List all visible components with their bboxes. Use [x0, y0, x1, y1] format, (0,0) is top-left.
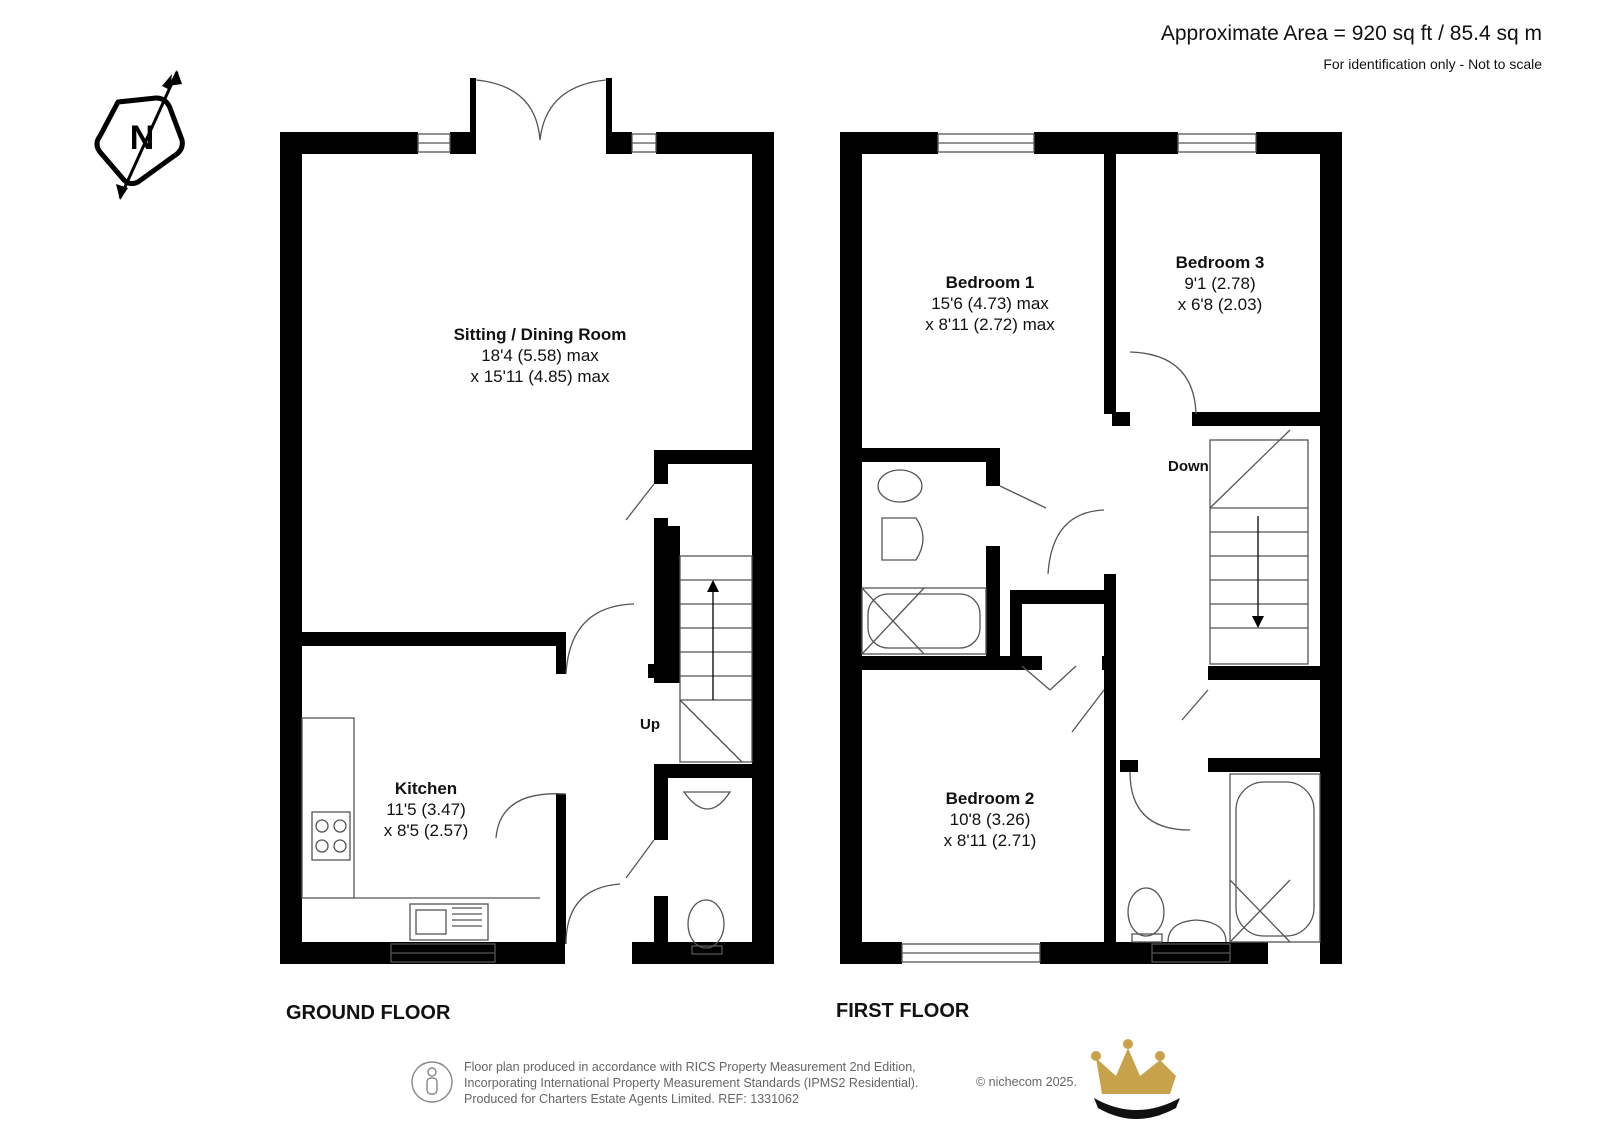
room-dimension: x 8'5 (2.57) [383, 821, 469, 840]
room-name: Bedroom 2 [945, 789, 1035, 808]
footer-line: Produced for Charters Estate Agents Limited. REF: 1331062 [464, 1092, 799, 1106]
first-floor-title: FIRST FLOOR [836, 1000, 970, 1022]
room-sitting-dining [420, 324, 660, 387]
approximate-area: Approximate Area = 920 sq ft / 85.4 sq m [1160, 22, 1542, 45]
room-bedroom-3 [1150, 252, 1290, 315]
stairs-up-label: Up [640, 716, 660, 733]
room-dimension: x 8'11 (2.71) [943, 831, 1037, 850]
room-dimension: x 6'8 (2.03) [1177, 295, 1263, 314]
crown-logo-icon [1091, 1039, 1180, 1119]
copyright-text: © nichecom 2025. [976, 1075, 1077, 1089]
room-dimension: x 8'11 (2.72) max [925, 315, 1055, 334]
room-dimension: 9'1 (2.78) [1184, 274, 1256, 293]
ground-floor-title: GROUND FLOOR [286, 1002, 451, 1024]
footer-line: Floor plan produced in accordance with RICS Property Measurement 2nd Edition, [464, 1060, 916, 1074]
room-bedroom-1 [890, 272, 1090, 335]
room-name: Bedroom 1 [945, 273, 1035, 292]
compass-letter: N [129, 119, 155, 157]
room-dimension: 11'5 (3.47) [386, 800, 466, 819]
room-dimension: 10'8 (3.26) [949, 810, 1031, 829]
room-dimension: x 15'11 (4.85) max [470, 367, 610, 386]
room-kitchen [356, 778, 496, 841]
room-bedroom-2 [910, 788, 1070, 851]
room-dimension: 15'6 (4.73) max [931, 294, 1049, 313]
room-name: Kitchen [394, 779, 458, 798]
footer-line: Incorporating International Property Measurement Standards (IPMS2 Residential). [464, 1076, 919, 1090]
room-name: Sitting / Dining Room [453, 325, 627, 344]
room-name: Bedroom 3 [1175, 253, 1265, 272]
room-dimension: 18'4 (5.58) max [481, 346, 599, 365]
scale-note: For identification only - Not to scale [1323, 56, 1542, 72]
stairs-down-label: Down [1168, 458, 1209, 475]
footer-disclaimer [464, 1059, 918, 1107]
person-scale-icon [412, 1062, 452, 1102]
